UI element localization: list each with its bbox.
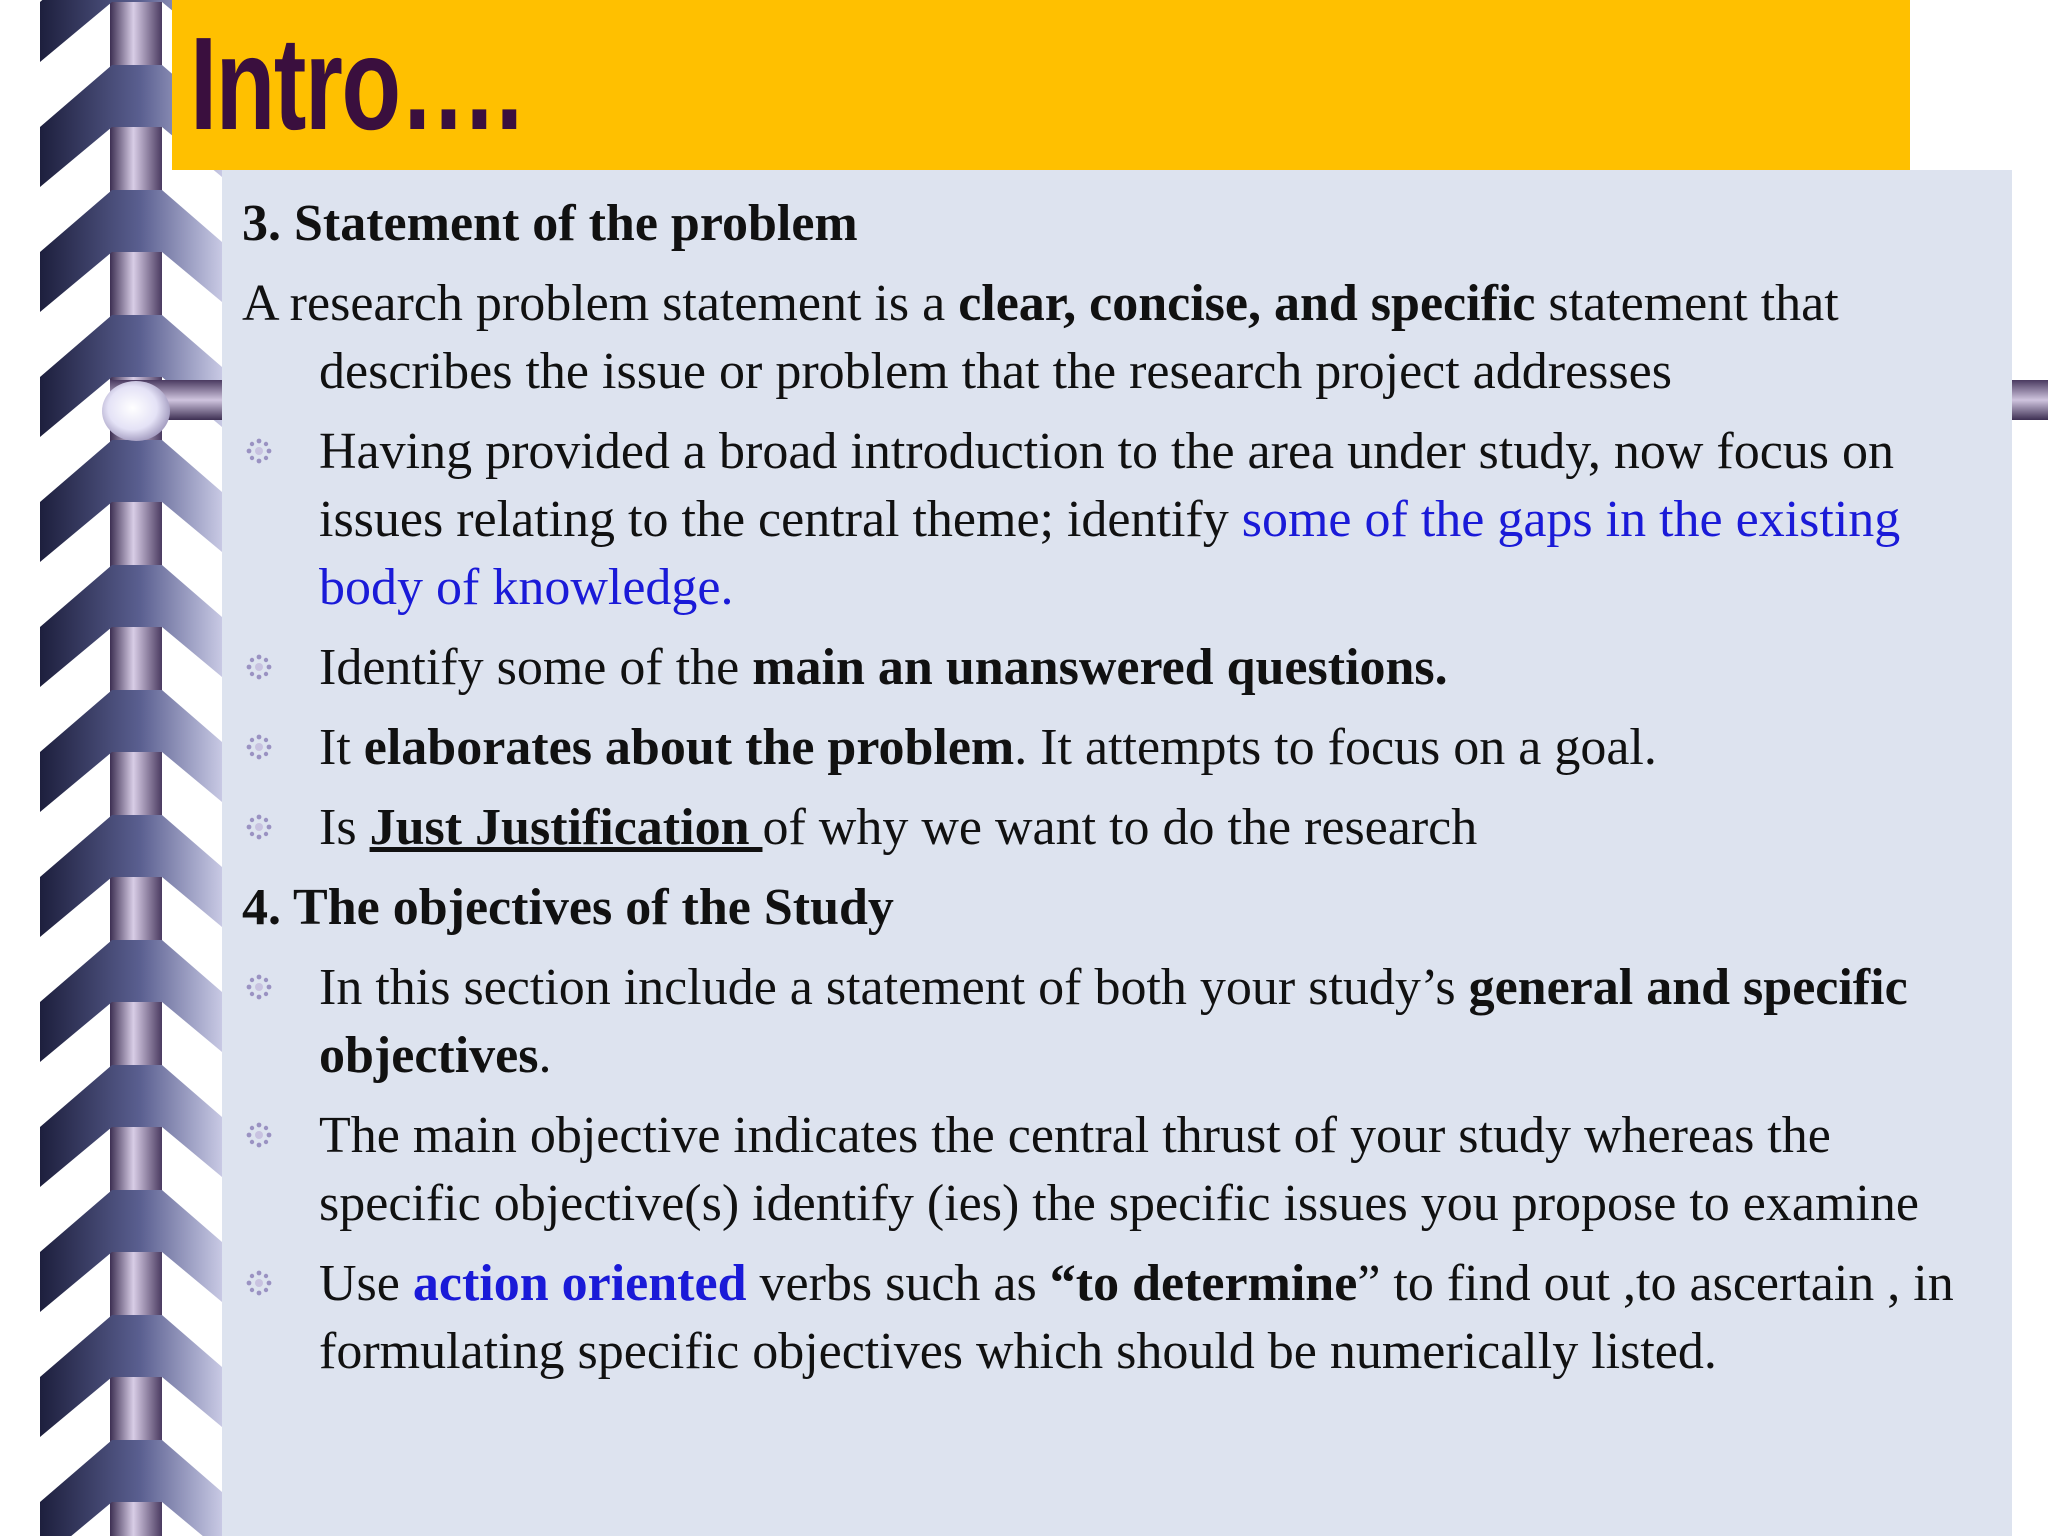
emphasis-text: main an unanswered questions. <box>752 639 1448 696</box>
slide-body <box>242 190 2002 1398</box>
text-run: Identify some of the <box>319 639 753 696</box>
bullet-icon <box>246 438 272 464</box>
list-item <box>242 1102 2002 1238</box>
problem-definition <box>242 270 2002 406</box>
highlight-text: some of the gaps in the existing body of knowledge. <box>319 491 1901 616</box>
list-item <box>242 714 2002 782</box>
text-run: ” to find out ,to ascertain , in formulating specific objectives which should be numerically listed. <box>319 1255 1954 1380</box>
text-run: Is <box>319 799 370 856</box>
text-run: statement that describes the issue or problem that the research project addresses <box>319 275 1839 400</box>
section-heading-problem: 3. Statement of the problem <box>242 195 858 252</box>
bullet-icon <box>246 974 272 1000</box>
text-run: A research problem statement is a <box>242 275 959 332</box>
bullet-icon <box>246 1122 272 1148</box>
text-run: verbs such as <box>746 1255 1050 1312</box>
slide-title: Intro…. <box>190 10 522 157</box>
emphasis-text: clear, concise, and specific <box>958 275 1536 332</box>
list-item <box>242 634 2002 702</box>
bullet-icon <box>246 1270 272 1296</box>
list-item <box>242 418 2002 622</box>
text-run: of why we want to do the research <box>762 799 1478 856</box>
underlined-emphasis-text: Just Justification <box>369 799 763 856</box>
text-run: In this section include a statement of both your study’s <box>319 959 1469 1016</box>
text-run: . It attempts to focus on a goal. <box>1014 719 1657 776</box>
text-run: It <box>319 719 364 776</box>
bullet-icon <box>246 734 272 760</box>
text-run: Having provided a broad introduction to the area under study, now focus on issues relating to the central theme; identify <box>319 423 1895 548</box>
bullet-icon <box>246 814 272 840</box>
highlight-text: action oriented <box>412 1255 747 1312</box>
emphasis-text: elaborates about the problem <box>363 719 1015 776</box>
section-heading-objectives: 4. The objectives of the Study <box>242 879 894 936</box>
list-item <box>242 954 2002 1090</box>
list-item <box>242 794 2002 862</box>
text-run: . <box>538 1027 552 1084</box>
list-item <box>242 1250 2002 1386</box>
bullet-icon <box>246 654 272 680</box>
text-run: Use <box>319 1255 413 1312</box>
emphasis-text: “to determine <box>1049 1255 1358 1312</box>
emphasis-text: general and specific objectives <box>319 959 1908 1084</box>
text-run: The main objective indicates the central thrust of your study whereas the specific objective(s) identify (ies) the specific issues you propose to examine <box>319 1107 1919 1232</box>
